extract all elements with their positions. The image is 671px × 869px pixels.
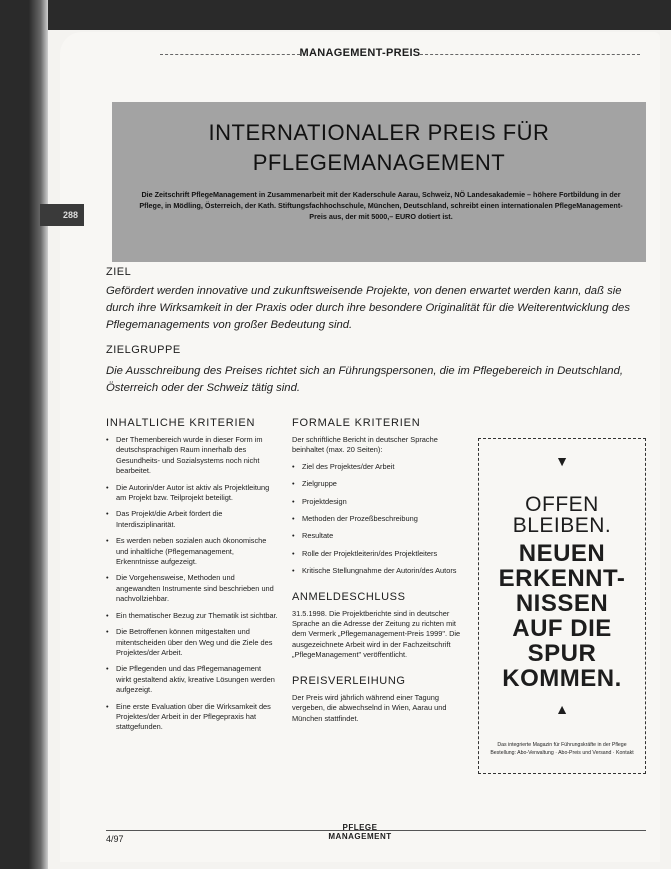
ad-slogan-line: ERKENNT- (498, 565, 626, 592)
banner-intro: Die Zeitschrift PflegeManagement in Zusammenarbeit mit der Kaderschule Aarau, Schweiz, NÖ Landesakademie – höhere Fortbildung in der Pflege, in Mödling, Österreich, der Kath. Stiftungsfachhochschule, München, Deutschland, schreibt einen internationalen PflegeManagement-Preis aus, der mit 5000,– EURO dotiert ist. (139, 190, 623, 221)
list-item: • Die Autorin/der Autor ist aktiv als Projektleitung am Projekt bzw. Teilprojekt beteiligt. (106, 483, 278, 504)
ad-line-1: OFFEN (525, 493, 599, 516)
title-banner (112, 102, 646, 262)
list-item: • Die Pflegenden und das Pflegemanagement wirkt gestaltend aktiv, kreative Lösungen werden aufgezeigt. (106, 664, 278, 695)
formale-heading: FORMALE KRITERIEN (292, 417, 421, 429)
side-tab-marker: 288 (40, 204, 84, 226)
running-header: MANAGEMENT-PREIS (299, 47, 421, 59)
anmeldeschluss-heading: ANMELDESCHLUSS (292, 590, 406, 603)
inhaltliche-heading: INHALTLICHE KRITERIEN (106, 417, 256, 429)
inhaltliche-list (106, 435, 278, 733)
list-item: • Es werden neben sozialen auch ökonomische und inhaltliche (Pflegemanagement, Erkenntnisse aufgezeigt. (106, 536, 278, 567)
logo-line-1: PFLEGE (342, 823, 378, 832)
ad-headline (479, 494, 645, 536)
list-item: • Methoden der Prozeßbeschreibung (292, 514, 464, 524)
ad-line-2: BLEIBEN. (512, 514, 612, 537)
column-formale-kriterien (292, 417, 464, 730)
preisverleihung-heading: PREISVERLEIHUNG (292, 674, 406, 687)
ziel-heading: ZIEL (106, 266, 132, 278)
list-item: • Ziel des Projektes/der Arbeit (292, 462, 464, 472)
magazine-page (60, 32, 660, 862)
list-item: • Das Projekt/die Arbeit fördert die Interdisziplinarität. (106, 509, 278, 530)
ad-fineprint-line: Das integrierte Magazin für Führungskräfte in der Pflege (497, 742, 627, 748)
list-item: • Resultate (292, 531, 464, 541)
column-inhaltliche-kriterien (106, 417, 278, 739)
list-item: • Ein thematischer Bezug zur Thematik ist sichtbar. (106, 611, 278, 621)
zielgruppe-heading: ZIELGRUPPE (106, 344, 181, 356)
ad-slogan (479, 541, 645, 691)
article-title (112, 118, 646, 178)
list-item: • Die Betroffenen können mitgestalten und mitentscheiden über den Weg und die Ziele des Projektes/der Arbeit. (106, 627, 278, 658)
arrow-up-icon: ▲ (555, 701, 569, 717)
ad-slogan-line: SPUR (527, 640, 597, 667)
list-item: • Projektdesign (292, 497, 464, 507)
page-number: 4/97 (106, 834, 124, 844)
list-item: • Zielgruppe (292, 479, 464, 489)
list-item: • Rolle der Projektleiterin/des Projektleiters (292, 549, 464, 559)
arrow-down-icon: ▼ (555, 453, 569, 469)
formale-list (292, 462, 464, 577)
preisverleihung-text: Der Preis wird jährlich während einer Tagung vergeben, die abwechselnd in Wien, Aarau und München stattfindet. (292, 692, 447, 723)
ziel-text: Gefördert werden innovative und zukunftsweisende Projekte, von denen erwartet werden kann, daß sie durch ihre Wirksamkeit in der Praxis oder durch ihre besondere Originalität für die Weiterentwicklung des Pflegemanagements von großer Bedeutung sind. (106, 285, 630, 331)
logo-line-2: MANAGEMENT (328, 832, 392, 841)
list-item: • Eine erste Evaluation über die Wirksamkeit des Projektes/der Arbeit in der Pflegepraxis hat stattgefunden. (106, 702, 278, 733)
ad-slogan-line: NEUEN (518, 540, 606, 567)
title-line-2: PFLEGEMANAGEMENT (252, 150, 506, 175)
magazine-logo (60, 823, 660, 841)
list-item: • Der Themenbereich wurde in dieser Form im deutschsprachigen Raum innerhalb des Gesundheits- und Sozialsystems noch nicht bearbeitet. (106, 435, 278, 477)
ad-slogan-line: NISSEN (515, 590, 609, 617)
ad-slogan-line: KOMMEN. (502, 665, 622, 692)
anmeldeschluss-text: 31.5.1998. Die Projektberichte sind in deutscher Sprache an die Adresse der Zeitung zu richten mit dem Vermerk „Pflegemanagement-Preis 1999". Die ausgezeichnete Arbeit wird in der Fachzeitschrift „PflegeManagement" veröffentlicht. (292, 608, 461, 660)
formale-intro: Der schriftliche Bericht in deutscher Sprache beinhaltet (max. 20 Seiten): (292, 435, 438, 455)
ad-fineprint-line: Bestellung: Abo-Verwaltung · Abo-Preis und Versand · Kontakt (490, 750, 634, 756)
advertisement-box (478, 438, 646, 774)
list-item: • Die Vorgehensweise, Methoden und angewandten Instrumente sind beschrieben und nachvollziehbar. (106, 573, 278, 604)
ad-fineprint (485, 741, 639, 757)
zielgruppe-text: Die Ausschreibung des Preises richtet sich an Führungspersonen, die im Pflegebereich in Deutschland, Österreich oder der Schweiz tätig sind. (106, 365, 624, 394)
scan-border-top (0, 0, 671, 30)
list-item: • Kritische Stellungnahme der Autorin/des Autors (292, 566, 464, 576)
title-line-1: INTERNATIONALER PREIS FÜR (208, 120, 550, 145)
ad-slogan-line: AUF DIE (512, 615, 612, 642)
scan-border-left (0, 0, 48, 869)
